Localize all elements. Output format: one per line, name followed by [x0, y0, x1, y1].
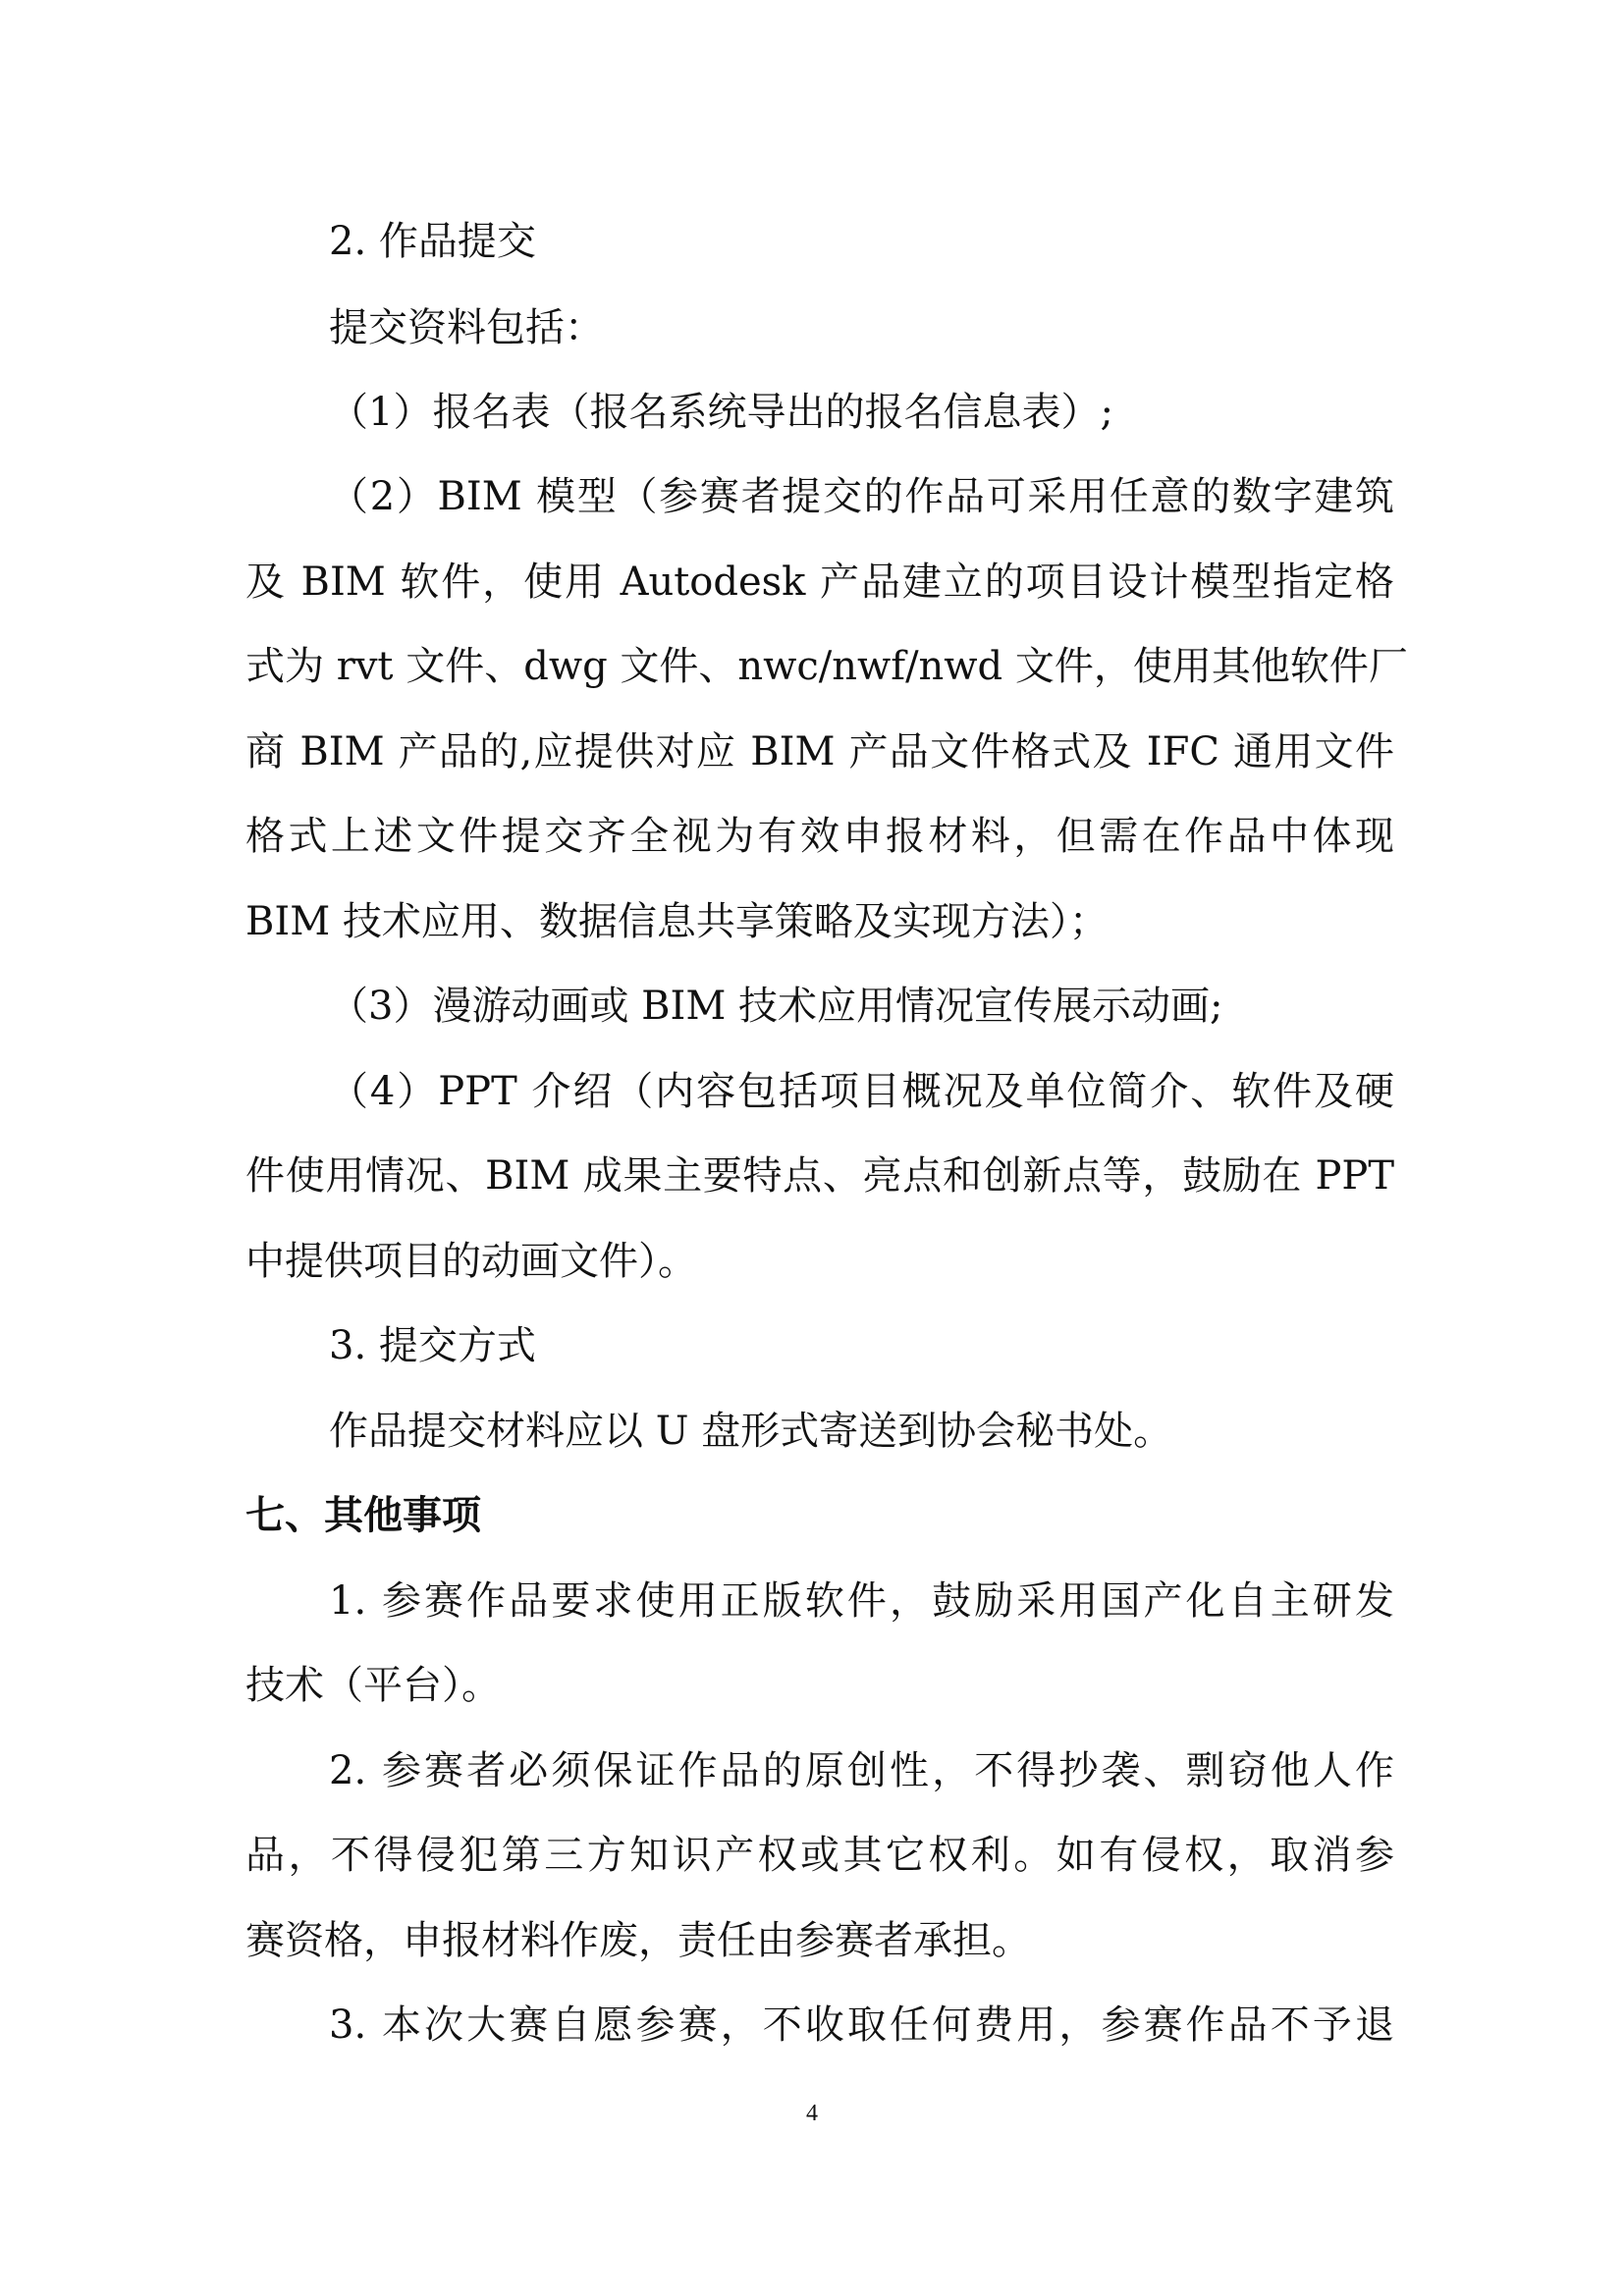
item-2-line-5: 格式上述文件提交齐全视为有效申报材料，但需在作品中体现 — [245, 814, 1394, 859]
other-item-1-line-2: 技术（平台）。 — [245, 1663, 501, 1708]
item-4-line-1: （4）PPT 介绍（内容包括项目概况及单位简介、软件及硬 — [329, 1069, 1394, 1114]
page-number: 4 — [806, 2101, 818, 2126]
item-4-line-2: 件使用情况、BIM 成果主要特点、亮点和创新点等，鼓励在 PPT — [245, 1153, 1394, 1199]
subsection-title-method: 3. 提交方式 — [329, 1323, 536, 1368]
other-item-1-line-1: 1. 参赛作品要求使用正版软件，鼓励采用国产化自主研发 — [329, 1578, 1394, 1624]
item-2-line-2: 及 BIM 软件，使用 Autodesk 产品建立的项目设计模型指定格 — [245, 560, 1394, 605]
item-4-line-3: 中提供项目的动画文件）。 — [245, 1239, 697, 1284]
item-2-line-1: （2）BIM 模型（参赛者提交的作品可采用任意的数字建筑 — [329, 474, 1394, 519]
other-item-3-line-1: 3. 本次大赛自愿参赛，不收取任何费用，参赛作品不予退 — [329, 2002, 1394, 2048]
item-2-line-6: BIM 技术应用、数据信息共享策略及实现方法）； — [245, 899, 1109, 944]
other-item-2-line-2: 品，不得侵犯第三方知识产权或其它权利。如有侵权，取消参 — [245, 1833, 1394, 1878]
item-1-registration-form: （1）报名表（报名系统导出的报名信息表）; — [329, 390, 1113, 435]
submission-intro: 提交资料包括： — [329, 305, 604, 350]
other-item-2-line-1: 2. 参赛者必须保证作品的原创性，不得抄袭、剽窃他人作 — [329, 1748, 1394, 1793]
submission-method-text: 作品提交材料应以 U 盘形式寄送到协会秘书处。 — [329, 1409, 1173, 1454]
other-item-2-line-3: 赛资格，申报材料作废，责任由参赛者承担。 — [245, 1918, 1031, 1963]
item-2-line-4: 商 BIM 产品的,应提供对应 BIM 产品文件格式及 IFC 通用文件 — [245, 729, 1394, 774]
item-2-line-3: 式为 rvt 文件、dwg 文件、nwc/nwf/nwd 文件，使用其他软件厂 — [245, 644, 1408, 689]
item-3-animation: （3）漫游动画或 BIM 技术应用情况宣传展示动画; — [329, 984, 1223, 1029]
subsection-title-submission: 2. 作品提交 — [329, 219, 536, 264]
section-heading-other-matters: 七、其他事项 — [245, 1493, 481, 1538]
